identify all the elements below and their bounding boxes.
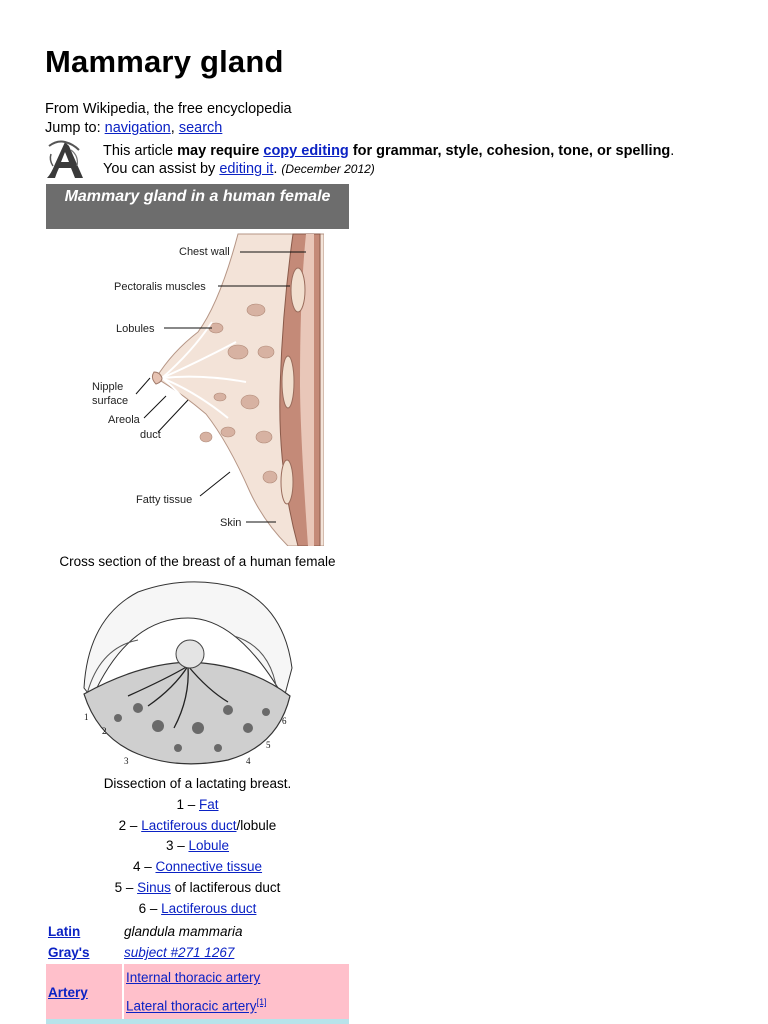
caption2-item-number: 1 – (176, 796, 199, 812)
dissection-label-4: 4 (246, 756, 251, 766)
label-nipple: Nipple (92, 381, 124, 393)
editing-it-link[interactable]: editing it (219, 161, 274, 177)
infobox-table (46, 920, 349, 1023)
latin-link[interactable]: Latin (48, 924, 81, 939)
caption2-item-rest: of lactiferous duct (170, 879, 281, 895)
caption2-heading: Dissection of a lactating breast. (103, 776, 292, 791)
site-subtitle: From Wikipedia, the free encyclopedia (45, 101, 292, 117)
sinus-link[interactable]: Sinus (137, 879, 171, 895)
label-duct: duct (140, 429, 161, 441)
notice-date: (December 2012) (281, 162, 375, 176)
label-areola: Areola (108, 414, 140, 426)
copy-edit-notice (103, 143, 674, 159)
jump-separator: , (170, 120, 179, 136)
label-fatty-tissue: Fatty tissue (136, 494, 193, 506)
dissection-label-3: 3 (124, 756, 129, 766)
dissection-label-2: 2 (102, 726, 107, 736)
search-link[interactable]: search (178, 120, 223, 136)
latin-header (46, 922, 122, 941)
dissection-label-6: 6 (282, 716, 287, 726)
caption2-item (46, 795, 349, 816)
grays-value (122, 943, 349, 962)
label-lobules: Lobules (116, 323, 155, 335)
caption2-item (46, 899, 349, 920)
jump-to-line (45, 120, 222, 136)
copy-editing-link[interactable] (263, 143, 348, 159)
label-pectoralis: Pectoralis muscles (114, 281, 206, 293)
caption2-item (46, 836, 349, 857)
grays-row (46, 943, 349, 962)
notice-period: . (670, 143, 675, 159)
copy-edit-notice-line2 (103, 161, 375, 177)
label-nipple-surface: surface (92, 395, 129, 407)
infobox-title: Mammary gland in a human female (46, 184, 349, 229)
latin-value (122, 922, 349, 941)
notice-period-2: . (273, 161, 282, 177)
caption2-item (46, 816, 349, 837)
copy-editing-link-text: copy editing (263, 143, 349, 159)
dissection-label-1: 1 (84, 712, 89, 722)
navigation-link[interactable]: navigation (104, 120, 171, 136)
lobule-link[interactable]: Lobule (188, 838, 230, 854)
label-chest-wall: Chest wall (179, 246, 230, 258)
latin-row (46, 922, 349, 941)
lactating-breast-dissection-image (78, 578, 296, 770)
label-skin: Skin (220, 517, 242, 529)
grays-subject-link[interactable]: subject #271 1267 (124, 945, 235, 960)
artery-row (46, 964, 349, 1021)
caption2-item-number: 5 – (114, 879, 138, 895)
notice-bold-1: may require (177, 143, 264, 159)
jump-label: Jump to: (45, 120, 105, 136)
caption2-item-number: 3 – (165, 838, 189, 854)
grays-link[interactable]: Gray's (48, 945, 90, 960)
fat-link[interactable]: Fat (199, 796, 219, 812)
notice-assist-text: You can assist by (103, 161, 220, 177)
next-infobox-row (46, 1019, 349, 1024)
notice-text: This article (103, 143, 178, 159)
caption2-item-number: 2 – (118, 817, 142, 833)
caption2-item (46, 878, 349, 899)
latin-value-text: glandula mammaria (124, 924, 243, 939)
dissection-label-5: 5 (266, 740, 271, 750)
caption2-item (46, 857, 349, 878)
internal-thoracic-artery-link[interactable]: Internal thoracic artery (126, 970, 261, 985)
caption2-item-rest: /lobule (236, 817, 277, 833)
caption2-item-number: 4 – (132, 859, 156, 875)
artery-header (46, 964, 122, 1021)
notice-bold-2: for grammar, style, cohesion, tone, or spelling (348, 143, 671, 159)
reference-1-link[interactable]: [1] (256, 997, 267, 1007)
page-title: Mammary gland (45, 44, 284, 79)
lateral-thoracic-artery-link[interactable]: Lateral thoracic artery (126, 998, 257, 1014)
breast-cross-section-diagram (88, 232, 324, 546)
image-caption-1: Cross section of the breast of a human female (59, 554, 336, 569)
image-caption-2 (46, 774, 349, 920)
artery-value (122, 964, 349, 1021)
copy-edit-A-icon (45, 140, 85, 182)
connective-tissue-link[interactable]: Connective tissue (155, 859, 263, 875)
grays-header (46, 943, 122, 962)
lactiferous-duct-link[interactable]: Lactiferous duct (141, 817, 237, 833)
artery-link[interactable]: Artery (48, 984, 88, 1000)
lactiferous-duct-link-2[interactable]: Lactiferous duct (161, 900, 257, 916)
caption2-item-number: 6 – (138, 900, 162, 916)
